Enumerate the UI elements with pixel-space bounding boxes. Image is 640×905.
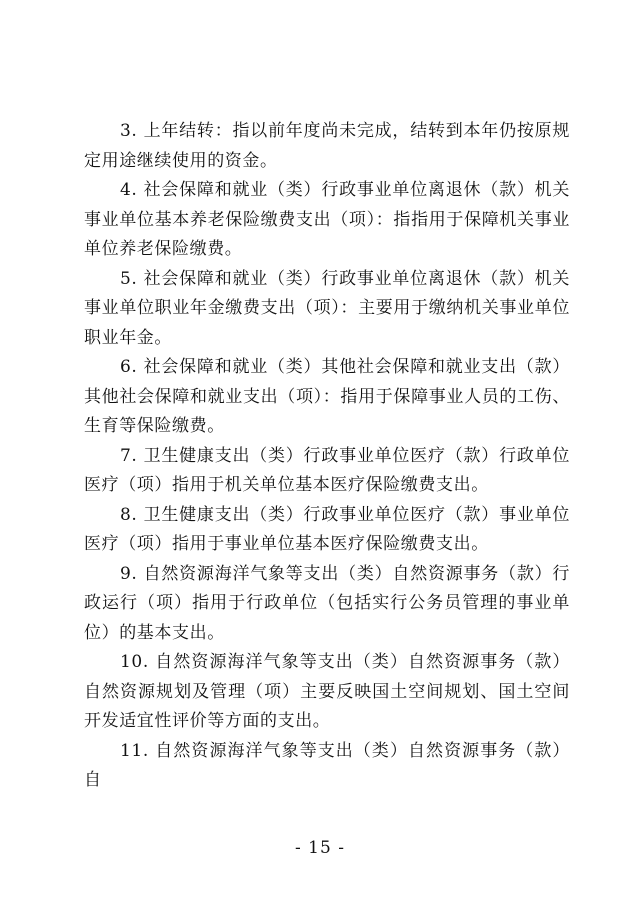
paragraph-11: 11. 自然资源海洋气象等支出（类）自然资源事务（款）自 (84, 740, 570, 790)
paragraph-3: 3. 上年结转：指以前年度尚未完成，结转到本年仍按原规定用途继续使用的资金。 (84, 121, 570, 171)
paragraph-7: 7. 卫生健康支出（类）行政事业单位医疗（款）行政单位医疗（项）指用于机关单位基本医疗保险缴费支出。 (84, 445, 570, 495)
page-number: - 15 - (295, 838, 345, 858)
body-text (84, 117, 570, 796)
paragraph-9: 9. 自然资源海洋气象等支出（类）自然资源事务（款）行政运行（项）指用于行政单位（包括实行公务员管理的事业单位）的基本支出。 (84, 563, 570, 643)
paragraph-10: 10. 自然资源海洋气象等支出（类）自然资源事务（款）自然资源规划及管理（项）主要反映国土空间规划、国土空间开发适宜性评价等方面的支出。 (84, 652, 570, 731)
paragraph-8: 8. 卫生健康支出（类）行政事业单位医疗（款）事业单位医疗（项）指用于事业单位基本医疗保险缴费支出。 (84, 504, 570, 554)
paragraph-6: 6. 社会保障和就业（类）其他社会保障和就业支出（款）其他社会保障和就业支出（项）：指用于保障事业人员的工伤、生育等保险缴费。 (84, 357, 570, 436)
paragraph-4: 4. 社会保障和就业（类）行政事业单位离退休（款）机关事业单位基本养老保险缴费支出（项）：指指用于保障机关事业单位养老保险缴费。 (84, 180, 570, 259)
paragraph-5: 5. 社会保障和就业（类）行政事业单位离退休（款）机关事业单位职业年金缴费支出（项）：主要用于缴纳机关事业单位职业年金。 (84, 268, 570, 348)
